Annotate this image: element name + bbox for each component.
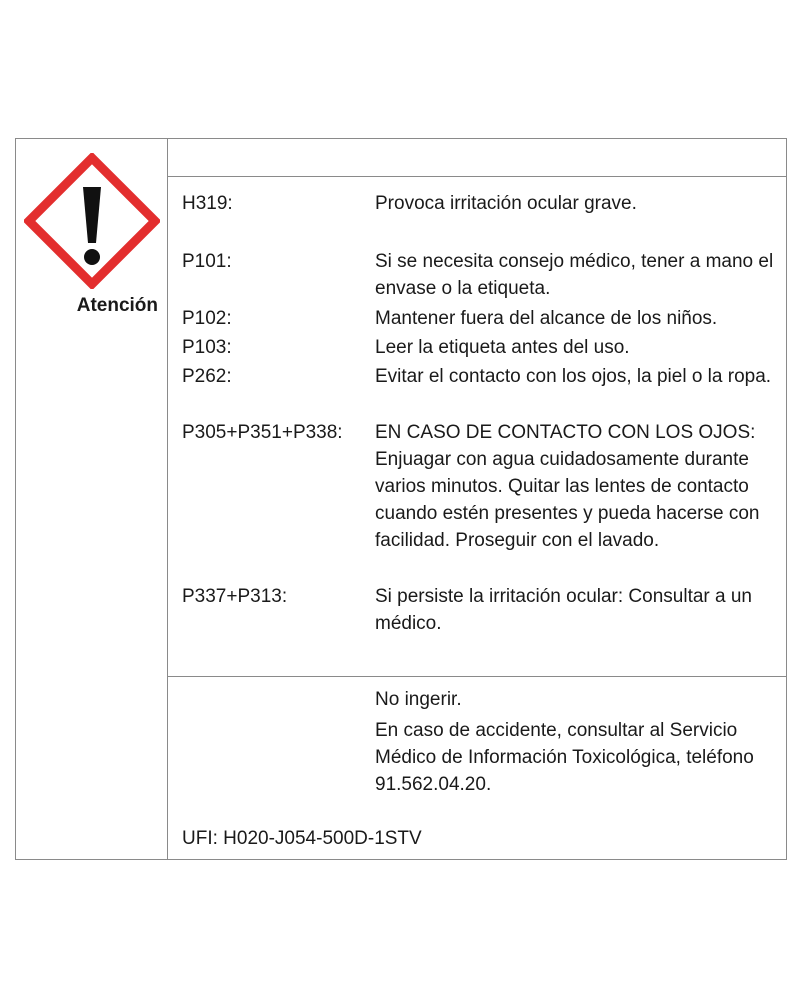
divider-bottom bbox=[168, 676, 786, 677]
divider-top bbox=[168, 176, 786, 177]
signal-word: Atención bbox=[76, 295, 158, 316]
statement-code: P262: bbox=[182, 366, 232, 387]
statement-text: Si se necesita consejo médico, tener a mano el envase o la etiqueta. bbox=[375, 251, 774, 299]
statement-code: P103: bbox=[182, 337, 232, 358]
statement-text: EN CASO DE CONTACTO CON LOS OJOS: Enjuagar con agua cuidadosamente durante varios minutos. Quitar las lentes de contacto cuando estén presentes y pueda hacerse con facilidad. Proseguir con el lavado. bbox=[375, 422, 760, 551]
statement-code: P305+P351+P338: bbox=[182, 422, 343, 443]
statement-code: P101: bbox=[182, 251, 232, 272]
statement-text: Evitar el contacto con los ojos, la piel o la ropa. bbox=[375, 366, 772, 387]
ufi-code: UFI: H020-J054-500D-1STV bbox=[182, 828, 422, 849]
statement-code: H319: bbox=[182, 193, 233, 214]
additional-line-1: No ingerir. bbox=[375, 689, 462, 710]
hazard-label bbox=[15, 138, 787, 860]
statement-text: Si persiste la irritación ocular: Consultar a un médico. bbox=[375, 586, 753, 634]
statement-code: P337+P313: bbox=[182, 586, 288, 607]
statement-text: Provoca irritación ocular grave. bbox=[375, 193, 637, 214]
statement-text: Leer la etiqueta antes del uso. bbox=[375, 337, 630, 358]
pictogram-column bbox=[16, 139, 168, 859]
statement-code: P102: bbox=[182, 308, 232, 329]
statement-text: Mantener fuera del alcance de los niños. bbox=[375, 308, 718, 329]
exclamation-mark-diamond-icon bbox=[24, 153, 160, 289]
additional-line-2: En caso de accidente, consultar al Servicio Médico de Información Toxicológica, teléfono 91.562.04.20. bbox=[375, 720, 754, 795]
